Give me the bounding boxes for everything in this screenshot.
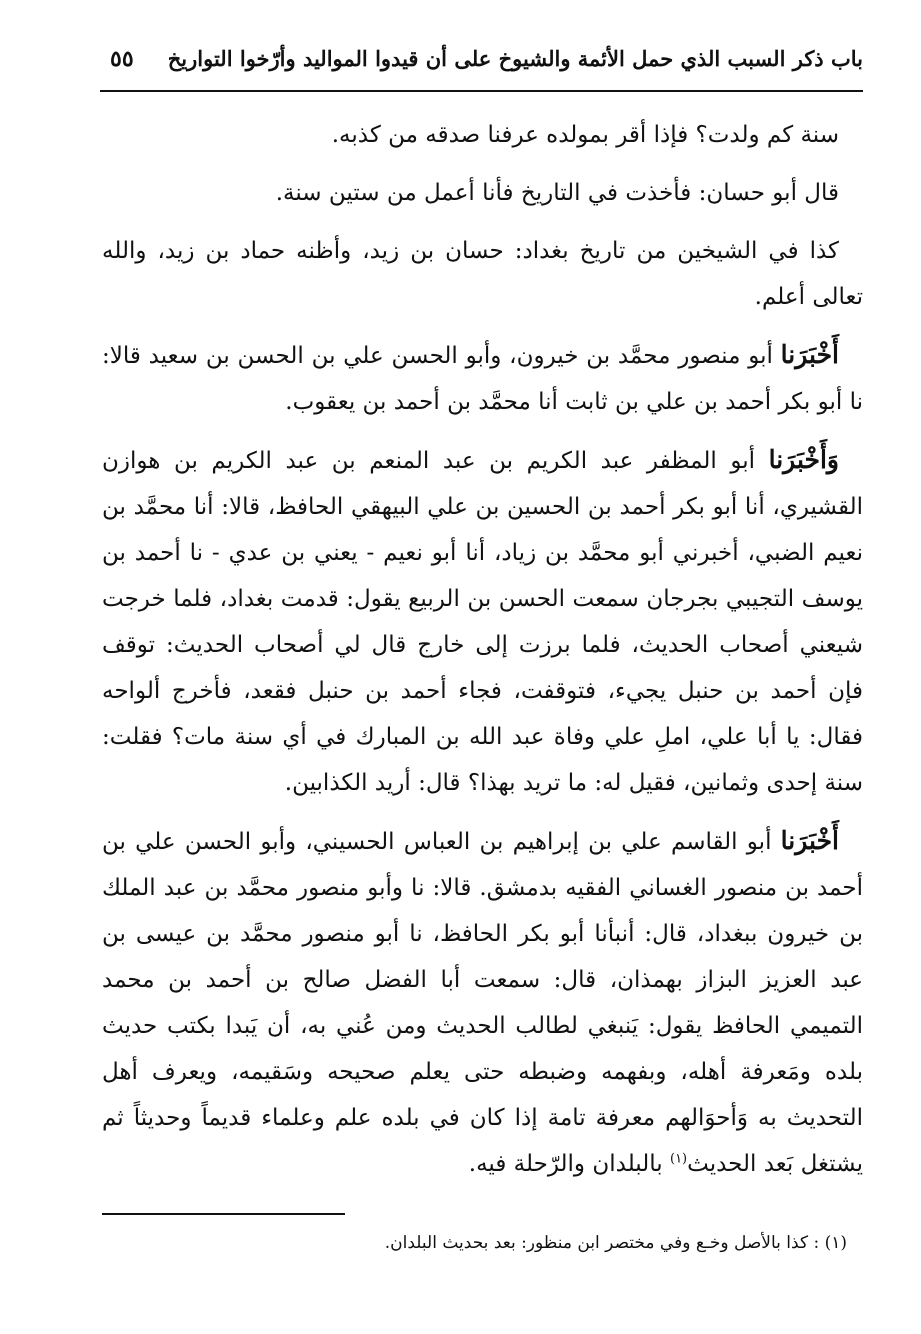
footnote-marker[interactable]: (١) [669, 1151, 688, 1167]
paragraph [102, 437, 863, 806]
main-text [102, 112, 863, 1199]
paragraph-text: كذا في الشيخين من تاريخ بغداد: حسان بن زيد، وأظنه حماد بن زيد، والله تعالى أعلم. [102, 238, 863, 310]
paragraph-text-tail: بالبلدان والرّحلة فيه. [468, 1151, 670, 1177]
footnote: (١) : كذا بالأصل وخـع وفي مختصر ابن منظور: بعد بحديث البلدان. [384, 1233, 847, 1253]
page-header [100, 38, 863, 92]
paragraph [102, 818, 863, 1187]
paragraph-text: سنة كم ولدت؟ فإذا أقر بمولده عرفنا صدقه من كذبه. [331, 122, 839, 148]
paragraph-lead-word: أَخْبَرَنا [780, 826, 839, 855]
paragraph [102, 112, 863, 158]
footnote-divider [102, 1213, 345, 1215]
paragraph-lead-word: وَأَخْبَرَنا [768, 445, 839, 474]
running-title: باب ذكر السبب الذي حمل الأئمة والشيوخ على أن قيدوا المواليد وأرّخوا التواريخ [167, 46, 863, 71]
paragraph-text: أبو القاسم علي بن إبراهيم بن العباس الحسيني، وأبو الحسن علي بن أحمد بن منصور الغساني الفقيه بدمشق. قالا: نا وأبو منصور محمَّد بن عبد الملك بن خيرون ببغداد، قال: أنبأنا أبو بكر الحافظ، نا أبو منصور محمَّد بن عيسى بن عبد العزيز البزاز بهمذان، قال: سمعت أبا الفضل صالح بن أحمد بن محمد التميمي الحافظ يقول: يَنبغي لطالب الحديث ومن عُني به، أن يَبدا بكتب حديث بلده ومَعرفة أهله، وبفهمه وضبطه حتى يعلم صحيحه وسَقيمه، ويعرف أهل التحديث به وَأحوَالهم معرفة تامة إذا كان في بلده علم وعلماء قديماً وحديثاً ثم يشتغل بَعد الحديث [102, 829, 863, 1177]
paragraph-text: أبو المظفر عبد الكريم بن عبد المنعم بن عبد الكريم بن هوازن القشيري، أنا أبو بكر أحمد بن الحسين بن علي البيهقي الحافظ، قالا: أنا محمَّد بن نعيم الضبي، أخبرني أبو محمَّد بن زياد، أنا أبو نعيم - يعني بن عدي - نا أحمد بن يوسف التجيبي بجرجان سمعت الحسن بن الربيع يقول: قدمت بغداد، فلما خرجت شيعني أصحاب الحديث، فلما برزت إلى خارج قال لي أصحاب الحديث: توقف فإن أحمد بن حنبل يجيء، فتوقفت، فجاء أحمد بن حنبل فقعد، فأخرج ألواحه فقال: يا أبا علي، املِ علي وفاة عبد الله بن المبارك في أي سنة مات؟ فقلت: سنة إحدى وثمانين، فقيل له: ما تريد بهذا؟ قال: أريد الكذابين. [102, 448, 863, 796]
paragraph-text: أبو منصور محمَّد بن خيرون، وأبو الحسن علي بن الحسن بن سعيد قالا: نا أبو بكر أحمد بن علي بن ثابت أنا محمَّد بن أحمد بن يعقوب. [102, 343, 863, 415]
page-number: ٥٥ [110, 46, 134, 72]
paragraph [102, 170, 863, 216]
paragraph [102, 332, 863, 425]
paragraph-lead-word: أَخْبَرَنا [780, 340, 839, 369]
paragraph-text: قال أبو حسان: فأخذت في التاريخ فأنا أعمل من ستين سنة. [275, 180, 839, 206]
paragraph [102, 228, 863, 320]
